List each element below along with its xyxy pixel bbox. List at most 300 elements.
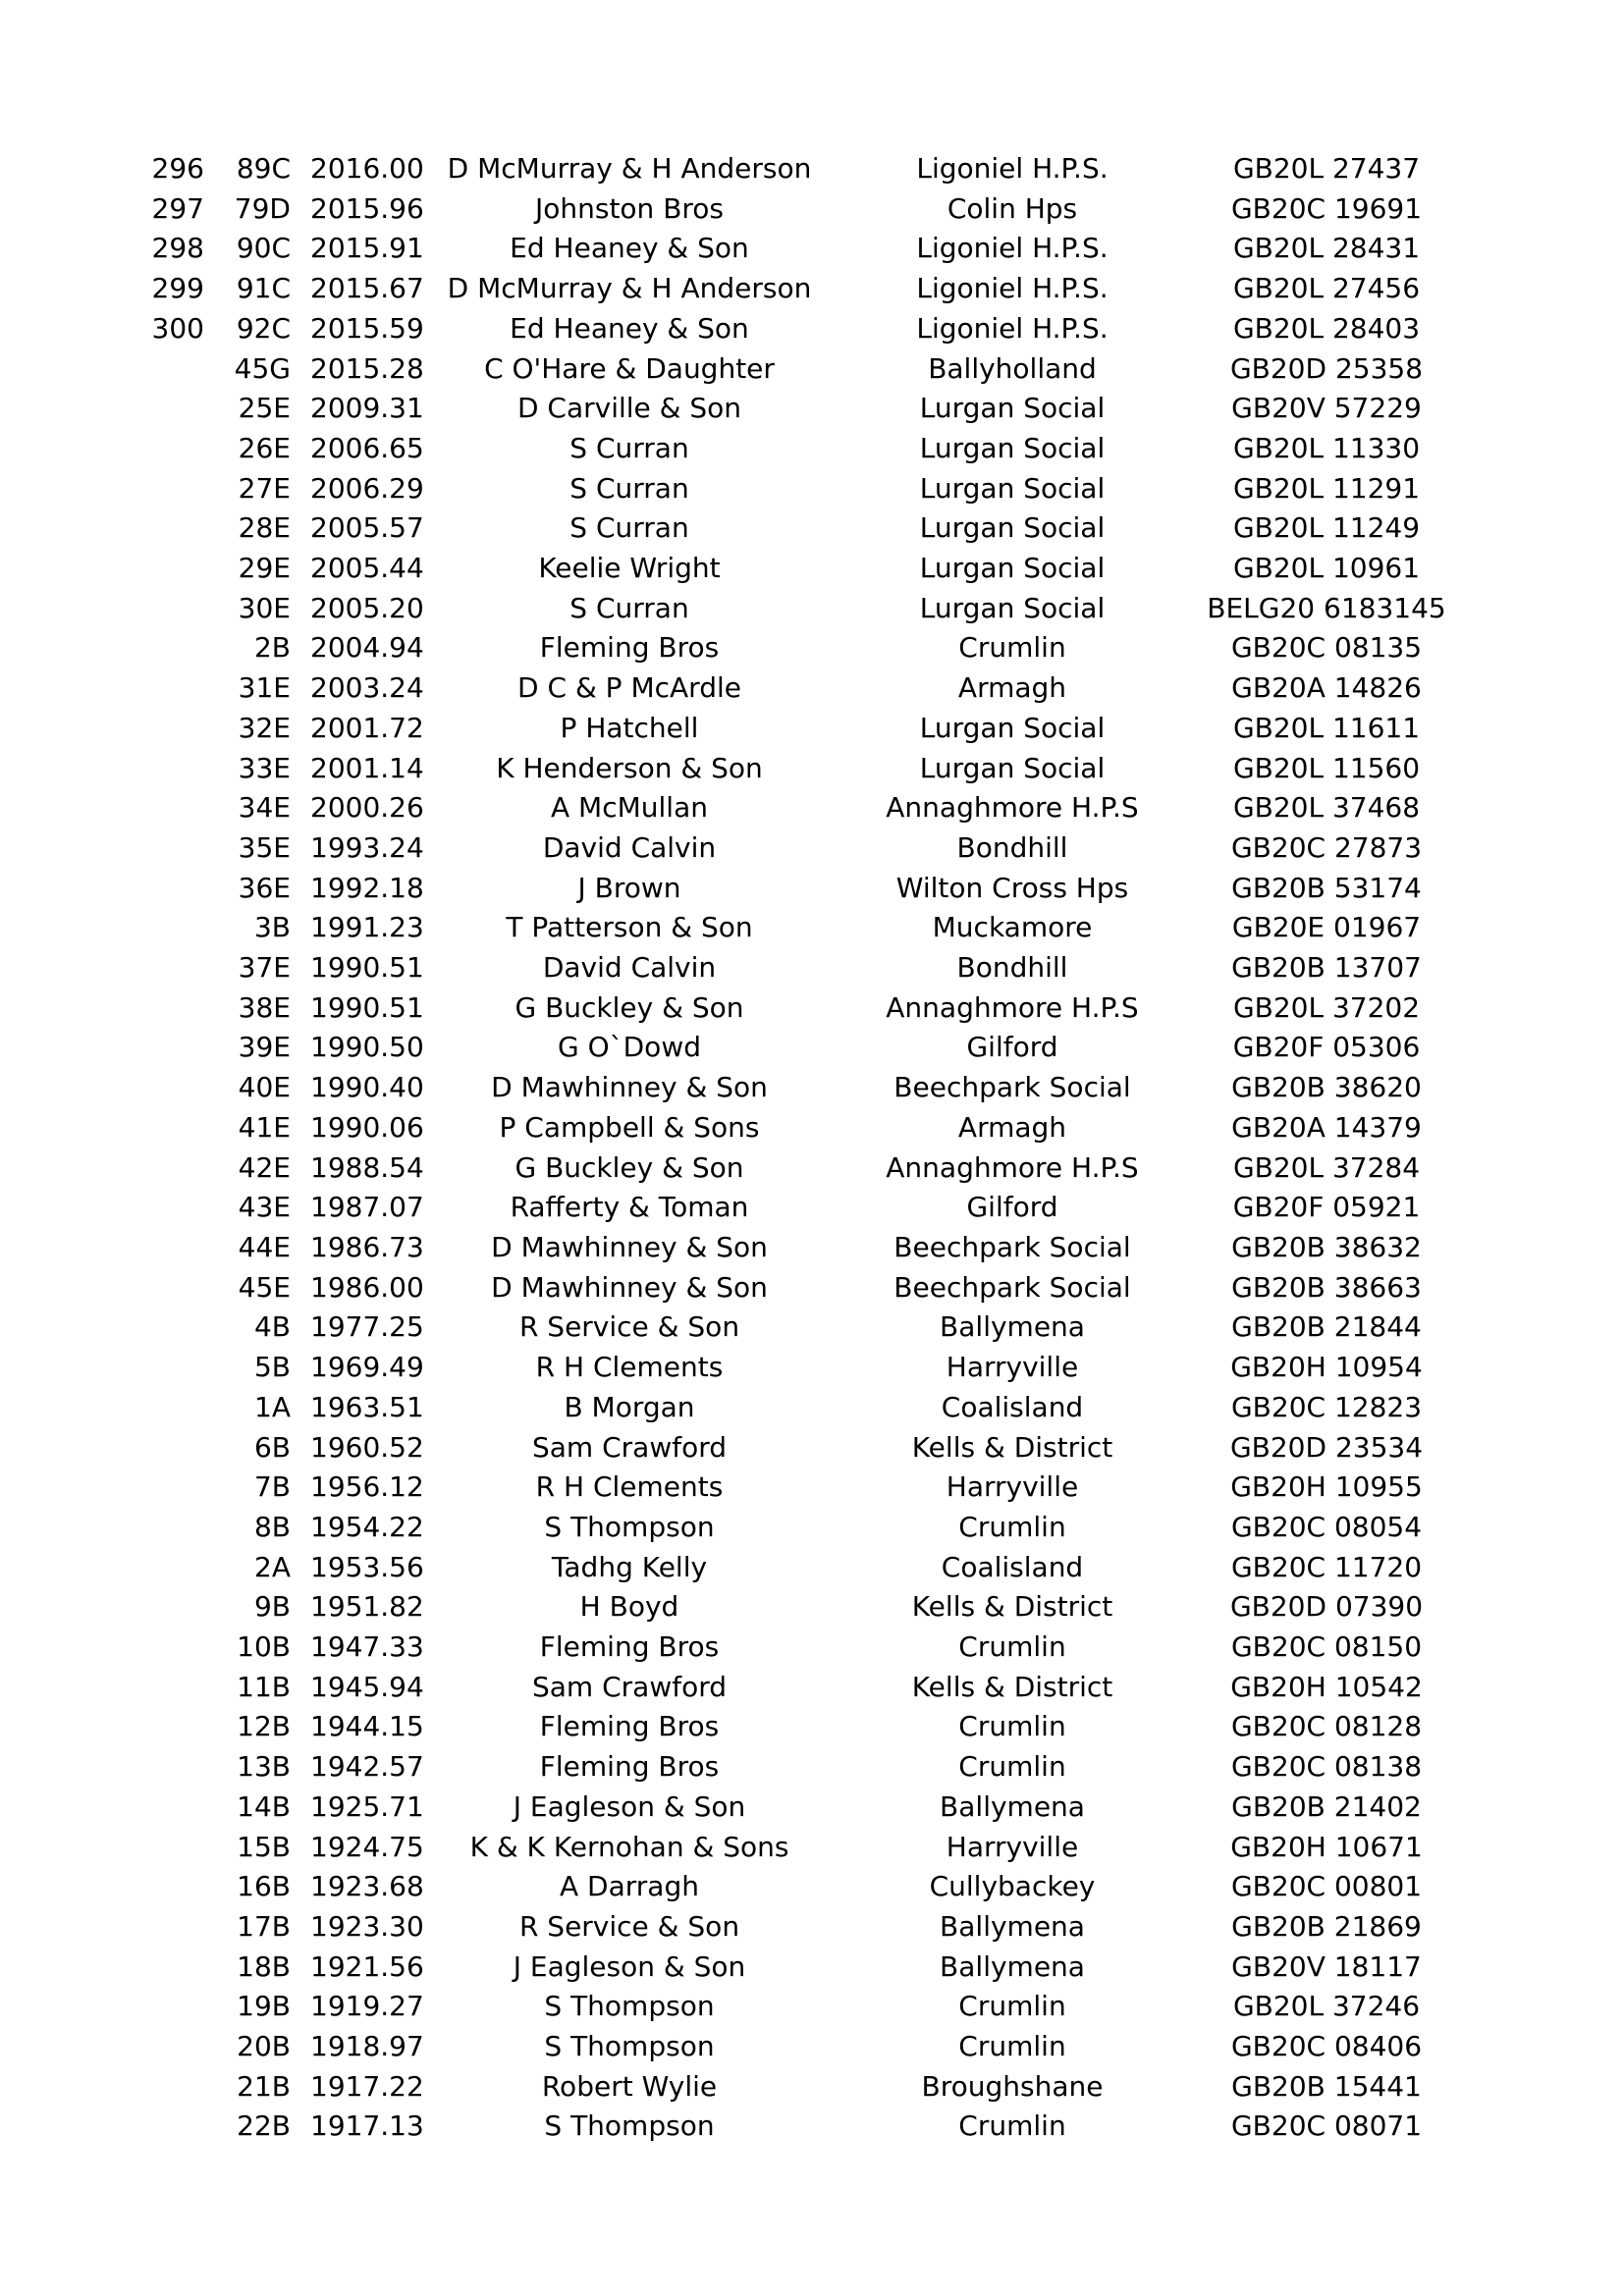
ring-number-cell: GB20H 10671 xyxy=(1230,1830,1423,1863)
entry-id-cell: 39E xyxy=(238,1031,291,1064)
ring-number-cell: GB20C 12823 xyxy=(1230,1390,1423,1423)
velocity-cell: 1924.75 xyxy=(310,1830,424,1863)
position-cell xyxy=(145,1948,216,1988)
table-row xyxy=(145,908,1449,948)
position-cell xyxy=(145,469,216,509)
fancier-name-cell: J Brown xyxy=(577,871,681,904)
table-row xyxy=(145,1148,1449,1189)
entry-id-cell: 1A xyxy=(254,1390,291,1423)
club-cell: Coalisland xyxy=(941,1390,1084,1423)
table-row xyxy=(145,1348,1449,1388)
velocity-cell: 1993.24 xyxy=(310,830,424,864)
fancier-name-cell: G O`Dowd xyxy=(557,1031,701,1064)
club-cell: Ligoniel H.P.S. xyxy=(916,272,1109,305)
entry-id-cell: 38E xyxy=(238,990,291,1024)
fancier-name-cell: D McMurray & H Anderson xyxy=(447,152,812,185)
velocity-cell: 1990.51 xyxy=(310,990,424,1024)
club-cell: Kells & District xyxy=(911,1590,1113,1624)
velocity-cell: 1923.30 xyxy=(310,1909,424,1943)
entry-id-cell: 32E xyxy=(238,711,291,744)
position-cell: 300 xyxy=(151,311,204,345)
club-cell: Ligoniel H.P.S. xyxy=(916,311,1109,345)
table-row xyxy=(145,269,1449,309)
position-cell xyxy=(145,1188,216,1228)
table-row xyxy=(145,788,1449,828)
entry-id-cell: 18B xyxy=(237,1949,291,1983)
velocity-cell: 2005.57 xyxy=(310,511,424,545)
entry-id-cell: 40E xyxy=(238,1071,291,1104)
velocity-cell: 2006.29 xyxy=(310,471,424,505)
ring-number-cell: GB20L 11330 xyxy=(1232,431,1421,464)
entry-id-cell: 45G xyxy=(234,351,291,385)
club-cell: Ligoniel H.P.S. xyxy=(916,152,1109,185)
ring-number-cell: GB20F 05921 xyxy=(1232,1191,1421,1224)
club-cell: Colin Hps xyxy=(947,191,1078,225)
velocity-cell: 1944.15 xyxy=(310,1710,424,1743)
velocity-cell: 1986.73 xyxy=(310,1230,424,1263)
club-cell: Ligoniel H.P.S. xyxy=(916,232,1109,265)
fancier-name-cell: D C & P McArdle xyxy=(517,671,741,705)
ring-number-cell: GB20B 15441 xyxy=(1231,2069,1422,2103)
entry-id-cell: 2A xyxy=(254,1550,291,1583)
club-cell: Beechpark Social xyxy=(893,1071,1131,1104)
table-row xyxy=(145,1388,1449,1428)
position-cell xyxy=(145,2107,216,2147)
fancier-name-cell: A McMullan xyxy=(551,791,708,825)
position-cell xyxy=(145,1668,216,1708)
table-row xyxy=(145,1468,1449,1508)
fancier-name-cell: J Eagleson & Son xyxy=(513,1949,746,1983)
position-cell xyxy=(145,1268,216,1308)
entry-id-cell: 90C xyxy=(236,232,291,265)
position-cell xyxy=(145,1348,216,1388)
club-cell: Crumlin xyxy=(958,631,1066,665)
position-cell xyxy=(145,709,216,749)
ring-number-cell: GB20A 14826 xyxy=(1231,671,1422,705)
position-cell xyxy=(145,508,216,549)
club-cell: Gilford xyxy=(966,1031,1058,1064)
club-cell: Lurgan Social xyxy=(919,591,1106,624)
velocity-cell: 1986.00 xyxy=(310,1270,424,1304)
entry-id-cell: 37E xyxy=(238,951,291,985)
entry-id-cell: 35E xyxy=(238,830,291,864)
velocity-cell: 1990.50 xyxy=(310,1031,424,1064)
velocity-cell: 1947.33 xyxy=(310,1630,424,1664)
ring-number-cell: GB20C 08150 xyxy=(1230,1630,1423,1664)
table-row xyxy=(145,709,1449,749)
table-row xyxy=(145,309,1449,349)
club-cell: Crumlin xyxy=(958,1990,1066,2023)
velocity-cell: 1945.94 xyxy=(310,1670,424,1703)
table-row xyxy=(145,389,1449,429)
fancier-name-cell: J Eagleson & Son xyxy=(513,1789,746,1823)
position-cell xyxy=(145,429,216,469)
entry-id-cell: 12B xyxy=(237,1710,291,1743)
fancier-name-cell: Keelie Wright xyxy=(538,552,721,585)
fancier-name-cell: Johnston Bros xyxy=(534,191,725,225)
table-row xyxy=(145,189,1449,230)
club-cell: Armagh xyxy=(957,671,1067,705)
club-cell: Harryville xyxy=(946,1830,1079,1863)
ring-number-cell: GB20C 08054 xyxy=(1230,1510,1423,1543)
velocity-cell: 2001.14 xyxy=(310,751,424,784)
table-row xyxy=(145,1747,1449,1788)
table-row xyxy=(145,1628,1449,1668)
entry-id-cell: 5B xyxy=(253,1351,291,1384)
position-cell xyxy=(145,1867,216,1907)
position-cell xyxy=(145,1388,216,1428)
fancier-name-cell: Fleming Bros xyxy=(539,1750,720,1784)
fancier-name-cell: B Morgan xyxy=(564,1390,695,1423)
table-row xyxy=(145,1268,1449,1308)
entry-id-cell: 43E xyxy=(238,1191,291,1224)
velocity-cell: 1925.71 xyxy=(310,1789,424,1823)
position-cell xyxy=(145,1468,216,1508)
ring-number-cell: GB20L 28403 xyxy=(1232,311,1421,345)
fancier-name-cell: S Curran xyxy=(569,471,689,505)
club-cell: Harryville xyxy=(946,1351,1079,1384)
entry-id-cell: 27E xyxy=(238,471,291,505)
fancier-name-cell: Tadhg Kelly xyxy=(551,1550,708,1583)
position-cell: 296 xyxy=(151,152,204,185)
position-cell xyxy=(145,828,216,869)
table-row xyxy=(145,589,1449,629)
fancier-name-cell: Fleming Bros xyxy=(539,631,720,665)
fancier-name-cell: S Thompson xyxy=(544,2030,715,2063)
velocity-cell: 2015.59 xyxy=(310,311,424,345)
velocity-cell: 2005.20 xyxy=(310,591,424,624)
position-cell xyxy=(145,1707,216,1747)
velocity-cell: 1953.56 xyxy=(310,1550,424,1583)
table-row xyxy=(145,549,1449,589)
table-row xyxy=(145,1308,1449,1348)
results-body xyxy=(145,149,1449,2147)
entry-id-cell: 14B xyxy=(237,1789,291,1823)
entry-id-cell: 36E xyxy=(238,871,291,904)
table-row xyxy=(145,1188,1449,1228)
entry-id-cell: 29E xyxy=(238,552,291,585)
table-row xyxy=(145,1428,1449,1468)
club-cell: Lurgan Social xyxy=(919,471,1106,505)
entry-id-cell: 28E xyxy=(238,511,291,545)
position-cell xyxy=(145,1428,216,1468)
fancier-name-cell: P Hatchell xyxy=(560,711,699,744)
entry-id-cell: 22B xyxy=(237,2109,291,2143)
club-cell: Cullybackey xyxy=(929,1870,1096,1903)
fancier-name-cell: R H Clements xyxy=(535,1351,724,1384)
ring-number-cell: GB20L 11560 xyxy=(1232,751,1421,784)
position-cell: 297 xyxy=(151,191,204,225)
ring-number-cell: GB20B 38663 xyxy=(1231,1270,1422,1304)
club-cell: Kells & District xyxy=(911,1670,1113,1703)
velocity-cell: 1990.40 xyxy=(310,1071,424,1104)
position-cell xyxy=(145,869,216,909)
velocity-cell: 1987.07 xyxy=(310,1191,424,1224)
club-cell: Crumlin xyxy=(958,1630,1066,1664)
entry-id-cell: 21B xyxy=(237,2069,291,2103)
club-cell: Ballymena xyxy=(940,1789,1085,1823)
velocity-cell: 1918.97 xyxy=(310,2030,424,2063)
club-cell: Kells & District xyxy=(911,1430,1113,1464)
fancier-name-cell: Sam Crawford xyxy=(531,1670,727,1703)
ring-number-cell: GB20H 10954 xyxy=(1230,1351,1423,1384)
club-cell: Harryville xyxy=(946,1470,1079,1504)
fancier-name-cell: A Darragh xyxy=(560,1870,699,1903)
ring-number-cell: GB20B 38632 xyxy=(1231,1230,1422,1263)
fancier-name-cell: P Campbell & Sons xyxy=(499,1110,760,1144)
club-cell: Bondhill xyxy=(956,951,1068,985)
velocity-cell: 2015.28 xyxy=(310,351,424,385)
club-cell: Lurgan Social xyxy=(919,511,1106,545)
table-row xyxy=(145,749,1449,789)
entry-id-cell: 33E xyxy=(238,751,291,784)
entry-id-cell: 31E xyxy=(238,671,291,705)
fancier-name-cell: Rafferty & Toman xyxy=(510,1191,749,1224)
table-row xyxy=(145,2067,1449,2108)
fancier-name-cell: K Henderson & Son xyxy=(496,751,763,784)
fancier-name-cell: D McMurray & H Anderson xyxy=(447,272,812,305)
table-row xyxy=(145,1548,1449,1588)
table-row xyxy=(145,1508,1449,1548)
ring-number-cell: GB20V 18117 xyxy=(1231,1949,1422,1983)
fancier-name-cell: S Thompson xyxy=(544,1990,715,2023)
entry-id-cell: 7B xyxy=(253,1470,291,1504)
club-cell: Broughshane xyxy=(921,2069,1104,2103)
table-row xyxy=(145,1948,1449,1988)
ring-number-cell: GB20C 11720 xyxy=(1230,1550,1423,1583)
club-cell: Armagh xyxy=(957,1110,1067,1144)
ring-number-cell: GB20V 57229 xyxy=(1231,392,1422,425)
entry-id-cell: 10B xyxy=(237,1630,291,1664)
ring-number-cell: GB20L 37468 xyxy=(1232,791,1421,825)
ring-number-cell: GB20L 11249 xyxy=(1232,511,1421,545)
ring-number-cell: GB20L 28431 xyxy=(1232,232,1421,265)
table-row xyxy=(145,1228,1449,1268)
fancier-name-cell: K & K Kernohan & Sons xyxy=(469,1830,789,1863)
velocity-cell: 2003.24 xyxy=(310,671,424,705)
ring-number-cell: GB20F 05306 xyxy=(1232,1031,1421,1064)
velocity-cell: 2000.26 xyxy=(310,791,424,825)
table-row xyxy=(145,1707,1449,1747)
table-row xyxy=(145,1668,1449,1708)
fancier-name-cell: R Service & Son xyxy=(518,1310,740,1344)
table-row xyxy=(145,469,1449,509)
club-cell: Bondhill xyxy=(956,830,1068,864)
ring-number-cell: GB20D 25358 xyxy=(1229,351,1424,385)
position-cell xyxy=(145,1747,216,1788)
club-cell: Crumlin xyxy=(958,1710,1066,1743)
fancier-name-cell: G Buckley & Son xyxy=(514,1150,744,1184)
velocity-cell: 2015.91 xyxy=(310,232,424,265)
table-row xyxy=(145,429,1449,469)
position-cell xyxy=(145,749,216,789)
position-cell xyxy=(145,589,216,629)
table-row xyxy=(145,869,1449,909)
velocity-cell: 1919.27 xyxy=(310,1990,424,2023)
entry-id-cell: 2B xyxy=(253,631,291,665)
velocity-cell: 2016.00 xyxy=(310,152,424,185)
entry-id-cell: 30E xyxy=(238,591,291,624)
club-cell: Crumlin xyxy=(958,1510,1066,1543)
velocity-cell: 1990.51 xyxy=(310,951,424,985)
position-cell xyxy=(145,1308,216,1348)
club-cell: Ballyholland xyxy=(928,351,1097,385)
entry-id-cell: 19B xyxy=(237,1990,291,2023)
club-cell: Crumlin xyxy=(958,2030,1066,2063)
club-cell: Lurgan Social xyxy=(919,552,1106,585)
velocity-cell: 2001.72 xyxy=(310,711,424,744)
ring-number-cell: GB20L 37284 xyxy=(1232,1150,1421,1184)
position-cell xyxy=(145,1907,216,1948)
entry-id-cell: 91C xyxy=(236,272,291,305)
ring-number-cell: GB20C 19691 xyxy=(1230,191,1423,225)
table-row xyxy=(145,828,1449,869)
fancier-name-cell: Ed Heaney & Son xyxy=(510,232,749,265)
fancier-name-cell: R Service & Son xyxy=(518,1909,740,1943)
velocity-cell: 1956.12 xyxy=(310,1470,424,1504)
club-cell: Beechpark Social xyxy=(893,1270,1131,1304)
fancier-name-cell: C O'Hare & Daughter xyxy=(484,351,775,385)
ring-number-cell: GB20C 27873 xyxy=(1230,830,1423,864)
club-cell: Beechpark Social xyxy=(893,1230,1131,1263)
fancier-name-cell: D Carville & Son xyxy=(516,392,742,425)
fancier-name-cell: Ed Heaney & Son xyxy=(510,311,749,345)
club-cell: Ballymena xyxy=(940,1310,1085,1344)
fancier-name-cell: Sam Crawford xyxy=(531,1430,727,1464)
velocity-cell: 1963.51 xyxy=(310,1390,424,1423)
velocity-cell: 1917.22 xyxy=(310,2069,424,2103)
table-row xyxy=(145,1788,1449,1828)
position-cell xyxy=(145,2027,216,2067)
fancier-name-cell: D Mawhinney & Son xyxy=(491,1230,768,1263)
table-row xyxy=(145,668,1449,709)
position-cell xyxy=(145,988,216,1029)
fancier-name-cell: Fleming Bros xyxy=(539,1710,720,1743)
table-row xyxy=(145,1587,1449,1628)
club-cell: Wilton Cross Hps xyxy=(895,871,1129,904)
ring-number-cell: GB20L 10961 xyxy=(1232,552,1421,585)
position-cell: 298 xyxy=(151,232,204,265)
fancier-name-cell: S Thompson xyxy=(544,1510,715,1543)
velocity-cell: 1977.25 xyxy=(310,1310,424,1344)
table-row xyxy=(145,508,1449,549)
velocity-cell: 1969.49 xyxy=(310,1351,424,1384)
velocity-cell: 1992.18 xyxy=(310,871,424,904)
club-cell: Annaghmore H.P.S xyxy=(886,791,1139,825)
table-row xyxy=(145,628,1449,668)
club-cell: Lurgan Social xyxy=(919,431,1106,464)
table-row xyxy=(145,149,1449,189)
club-cell: Ballymena xyxy=(940,1909,1085,1943)
ring-number-cell: GB20L 27437 xyxy=(1232,152,1421,185)
fancier-name-cell: D Mawhinney & Son xyxy=(491,1270,768,1304)
table-row xyxy=(145,1108,1449,1148)
ring-number-cell: GB20C 08128 xyxy=(1230,1710,1423,1743)
velocity-cell: 1960.52 xyxy=(310,1430,424,1464)
entry-id-cell: 45E xyxy=(238,1270,291,1304)
entry-id-cell: 6B xyxy=(253,1430,291,1464)
ring-number-cell: GB20B 53174 xyxy=(1231,871,1422,904)
club-cell: Lurgan Social xyxy=(919,751,1106,784)
velocity-cell: 1988.54 xyxy=(310,1150,424,1184)
position-cell xyxy=(145,389,216,429)
fancier-name-cell: H Boyd xyxy=(579,1590,679,1624)
velocity-cell: 1990.06 xyxy=(310,1110,424,1144)
entry-id-cell: 13B xyxy=(237,1750,291,1784)
club-cell: Ballymena xyxy=(940,1949,1085,1983)
ring-number-cell: GB20B 21844 xyxy=(1231,1310,1422,1344)
entry-id-cell: 9B xyxy=(253,1590,291,1624)
position-cell xyxy=(145,1508,216,1548)
ring-number-cell: GB20C 00801 xyxy=(1230,1870,1423,1903)
fancier-name-cell: D Mawhinney & Son xyxy=(491,1071,768,1104)
position-cell xyxy=(145,1987,216,2027)
entry-id-cell: 20B xyxy=(237,2030,291,2063)
fancier-name-cell: David Calvin xyxy=(542,830,717,864)
fancier-name-cell: S Curran xyxy=(569,511,689,545)
velocity-cell: 2015.96 xyxy=(310,191,424,225)
entry-id-cell: 79D xyxy=(234,191,291,225)
table-row xyxy=(145,2027,1449,2067)
velocity-cell: 1991.23 xyxy=(310,911,424,944)
table-row xyxy=(145,1068,1449,1108)
position-cell xyxy=(145,1028,216,1068)
ring-number-cell: GB20C 08135 xyxy=(1230,631,1423,665)
entry-id-cell: 3B xyxy=(253,911,291,944)
club-cell: Coalisland xyxy=(941,1550,1084,1583)
ring-number-cell: GB20C 08071 xyxy=(1230,2109,1423,2143)
position-cell xyxy=(145,788,216,828)
ring-number-cell: GB20L 37202 xyxy=(1232,990,1421,1024)
entry-id-cell: 4B xyxy=(253,1310,291,1344)
ring-number-cell: GB20H 10955 xyxy=(1230,1470,1423,1504)
entry-id-cell: 42E xyxy=(238,1150,291,1184)
ring-number-cell: GB20C 08138 xyxy=(1230,1750,1423,1784)
velocity-cell: 1951.82 xyxy=(310,1590,424,1624)
ring-number-cell: GB20D 07390 xyxy=(1229,1590,1424,1624)
club-cell: Lurgan Social xyxy=(919,711,1106,744)
entry-id-cell: 26E xyxy=(238,431,291,464)
position-cell xyxy=(145,1068,216,1108)
ring-number-cell: GB20L 11611 xyxy=(1232,711,1421,744)
table-row xyxy=(145,349,1449,390)
table-row xyxy=(145,948,1449,988)
position-cell xyxy=(145,549,216,589)
fancier-name-cell: S Curran xyxy=(569,591,689,624)
fancier-name-cell: T Patterson & Son xyxy=(506,911,753,944)
fancier-name-cell: S Thompson xyxy=(544,2109,715,2143)
velocity-cell: 1921.56 xyxy=(310,1949,424,1983)
ring-number-cell: GB20B 13707 xyxy=(1231,951,1422,985)
table-row xyxy=(145,229,1449,269)
entry-id-cell: 11B xyxy=(237,1670,291,1703)
fancier-name-cell: R H Clements xyxy=(535,1470,724,1504)
ring-number-cell: GB20B 21869 xyxy=(1231,1909,1422,1943)
table-row xyxy=(145,2107,1449,2147)
position-cell xyxy=(145,1788,216,1828)
fancier-name-cell: David Calvin xyxy=(542,951,717,985)
ring-number-cell: GB20E 01967 xyxy=(1231,911,1422,944)
table-row xyxy=(145,1907,1449,1948)
ring-number-cell: GB20B 21402 xyxy=(1231,1789,1422,1823)
ring-number-cell: BELG20 6183145 xyxy=(1207,591,1446,624)
position-cell xyxy=(145,349,216,390)
position-cell xyxy=(145,668,216,709)
entry-id-cell: 92C xyxy=(236,311,291,345)
entry-id-cell: 25E xyxy=(238,392,291,425)
fancier-name-cell: G Buckley & Son xyxy=(514,990,744,1024)
velocity-cell: 2015.67 xyxy=(310,272,424,305)
